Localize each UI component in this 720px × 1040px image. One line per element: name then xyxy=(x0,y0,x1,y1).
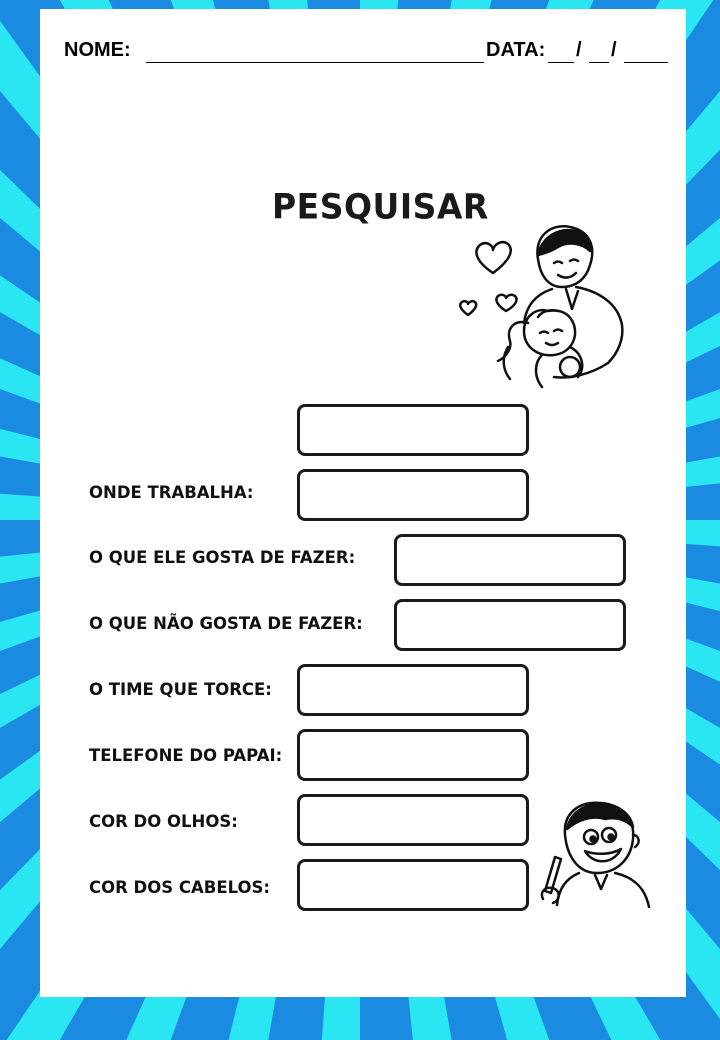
heart-icon xyxy=(476,242,510,273)
answer-box-time-que-torce[interactable] xyxy=(297,664,529,716)
date-year-blank[interactable] xyxy=(624,62,668,63)
boy-writing-illustration xyxy=(535,795,657,911)
field-label-nao-gosta-de-fazer: O QUE NÃO GOSTA DE FAZER: xyxy=(89,614,363,634)
date-label: DATA: xyxy=(486,39,546,61)
name-label: NOME: xyxy=(64,39,131,61)
answer-box-nao-gosta-de-fazer[interactable] xyxy=(394,599,626,651)
answer-box-name[interactable] xyxy=(297,404,529,456)
date-separator: / xyxy=(611,39,617,61)
date-month-blank[interactable] xyxy=(589,62,609,63)
name-blank-line[interactable] xyxy=(146,62,484,63)
heart-icon xyxy=(460,301,476,315)
answer-box-gosta-de-fazer[interactable] xyxy=(394,534,626,586)
answer-box-onde-trabalha[interactable] xyxy=(297,469,529,521)
field-label-cor-dos-cabelos: COR DOS CABELOS: xyxy=(89,878,270,898)
worksheet-sheet xyxy=(40,9,686,997)
field-label-time-que-torce: O TIME QUE TORCE: xyxy=(89,680,272,700)
date-separator: / xyxy=(576,39,582,61)
field-label-cor-do-olhos: COR DO OLHOS: xyxy=(89,812,238,832)
field-label-telefone-do-papai: TELEFONE DO PAPAI: xyxy=(89,746,283,766)
date-day-blank[interactable] xyxy=(548,62,574,63)
field-label-onde-trabalha: ONDE TRABALHA: xyxy=(89,483,254,503)
header-row xyxy=(64,39,664,69)
answer-box-cor-do-olhos[interactable] xyxy=(297,794,529,846)
answer-box-cor-dos-cabelos[interactable] xyxy=(297,859,529,911)
page-title: PESQUISAR xyxy=(272,186,489,227)
field-label-gosta-de-fazer: O QUE ELE GOSTA DE FAZER: xyxy=(89,548,356,568)
father-child-illustration xyxy=(458,207,630,391)
answer-box-telefone-do-papai[interactable] xyxy=(297,729,529,781)
heart-icon xyxy=(496,295,516,311)
